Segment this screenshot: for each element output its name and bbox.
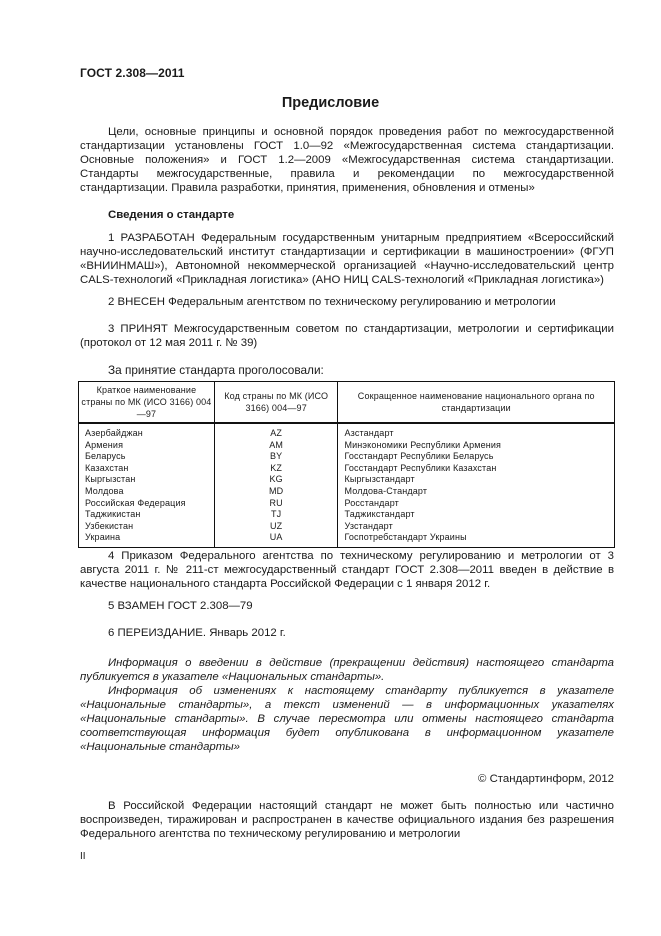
header-code: Код страны по МК (ИСО 3166) 004—97 — [214, 382, 338, 424]
item-introduced: 2 ВНЕСЕН Федеральным агентством по техническому регулированию и метрологии — [108, 296, 556, 308]
table-row — [79, 521, 615, 533]
code-cell: MD — [214, 486, 338, 498]
table-header-row — [79, 382, 615, 424]
table-row — [79, 509, 615, 521]
body-cell: Молдова-Стандарт — [338, 486, 615, 498]
country-cell: Беларусь — [79, 451, 215, 463]
rights-notice: В Российской Федерации настоящий стандарт не может быть полностью или частично воспроизведен, тиражирован и распространен в качестве официального издания без разрешения Федерального агентства по техническому регулированию и метрологии — [80, 800, 614, 840]
code-cell: KZ — [214, 463, 338, 475]
item-replaces: 5 ВЗАМЕН ГОСТ 2.308—79 — [108, 600, 253, 612]
table-row — [79, 463, 615, 475]
document-id: ГОСТ 2.308—2011 — [80, 66, 185, 80]
body-cell: Минэкономики Республики Армения — [338, 440, 615, 452]
body-cell: Госстандарт Республики Казахстан — [338, 463, 615, 475]
table-row — [79, 451, 615, 463]
country-cell: Азербайджан — [79, 423, 215, 440]
country-cell: Кыргызстан — [79, 474, 215, 486]
item-order: 4 Приказом Федерального агентства по техническому регулированию и метрологии от 3 августа 2011 г. № 211-ст межгосударственный стандарт ГОСТ 2.308—2011 введен в действие в качестве национального стандарта Российской Федерации с 1 января 2012 г. — [80, 550, 614, 590]
notice-changes-info: Информация об изменениях к настоящему стандарту публикуется в указателе «Национальные стандарты», а текст изменений — в информационных указателях «Национальные стандарты». В случае пересмотра или отмены настоящего стандарта соответствующая информация будет опубликована в информационном указателе «Национальные стандарты» — [80, 685, 614, 753]
country-cell: Российская Федерация — [79, 498, 215, 510]
item-developed: 1 РАЗРАБОТАН Федеральным государственным унитарным предприятием «Всероссийский научно-исследовательский институт стандартизации и сертификации в машиностроении» (ФГУП «ВНИИНМАШ»), Автономной некоммерческой организацией «Научно-исследовательский центр CALS-технологий «Прикладная логистика» (АНО НИЦ CALS-технологий «Прикладная логистика») — [80, 232, 614, 286]
code-cell: BY — [214, 451, 338, 463]
country-cell: Таджикистан — [79, 509, 215, 521]
code-cell: KG — [214, 474, 338, 486]
body-cell: Таджикстандарт — [338, 509, 615, 521]
country-cell: Украина — [79, 532, 215, 547]
body-cell: Азстандарт — [338, 423, 615, 440]
item-adopted: 3 ПРИНЯТ Межгосударственным советом по стандартизации, метрологии и сертификации (протокол от 12 мая 2011 г. № 39) — [80, 323, 614, 349]
page-number: II — [80, 851, 86, 862]
code-cell: UZ — [214, 521, 338, 533]
code-cell: UA — [214, 532, 338, 547]
code-cell: AZ — [214, 423, 338, 440]
notice-intro-info: Информация о введении в действие (прекращении действия) настоящего стандарта публикуется в указателе «Национальных стандарты». — [80, 657, 614, 683]
item-reissue: 6 ПЕРЕИЗДАНИЕ. Январь 2012 г. — [108, 627, 286, 639]
header-body: Сокращенное наименование национального органа по стандартизации — [338, 382, 615, 424]
table-row — [79, 498, 615, 510]
copyright-notice: © Стандартинформ, 2012 — [478, 773, 614, 785]
country-cell: Молдова — [79, 486, 215, 498]
table-row — [79, 474, 615, 486]
table-row — [79, 423, 615, 440]
table-row — [79, 486, 615, 498]
body-cell: Госпотребстандарт Украины — [338, 532, 615, 547]
code-cell: TJ — [214, 509, 338, 521]
table-row — [79, 440, 615, 452]
table-row — [79, 532, 615, 547]
section-heading: Сведения о стандарте — [108, 209, 235, 221]
code-cell: AM — [214, 440, 338, 452]
page-title: Предисловие — [281, 95, 380, 111]
votes-table — [78, 381, 615, 548]
country-cell: Армения — [79, 440, 215, 452]
body-cell: Госстандарт Республики Беларусь — [338, 451, 615, 463]
intro-paragraph: Цели, основные принципы и основной порядок проведения работ по межгосударственной стандартизации установлены ГОСТ 1.0—92 «Межгосударственная система стандартизации. Основные положения» и ГОСТ 1.2—2009 «Межгосударственная система стандартизации. Стандарты межгосударственные, правила и рекомендации по межгосударственной стандартизации. Правила разработки, принятия, применения, обновления и отмены» — [80, 126, 614, 194]
country-cell: Казахстан — [79, 463, 215, 475]
body-cell: Узстандарт — [338, 521, 615, 533]
vote-label: За принятие стандарта проголосовали: — [108, 363, 324, 377]
header-country: Краткое наименование страны по МК (ИСО 3166) 004—97 — [79, 382, 215, 424]
code-cell: RU — [214, 498, 338, 510]
body-cell: Росстандарт — [338, 498, 615, 510]
body-cell: Кыргызстандарт — [338, 474, 615, 486]
country-cell: Узбекистан — [79, 521, 215, 533]
